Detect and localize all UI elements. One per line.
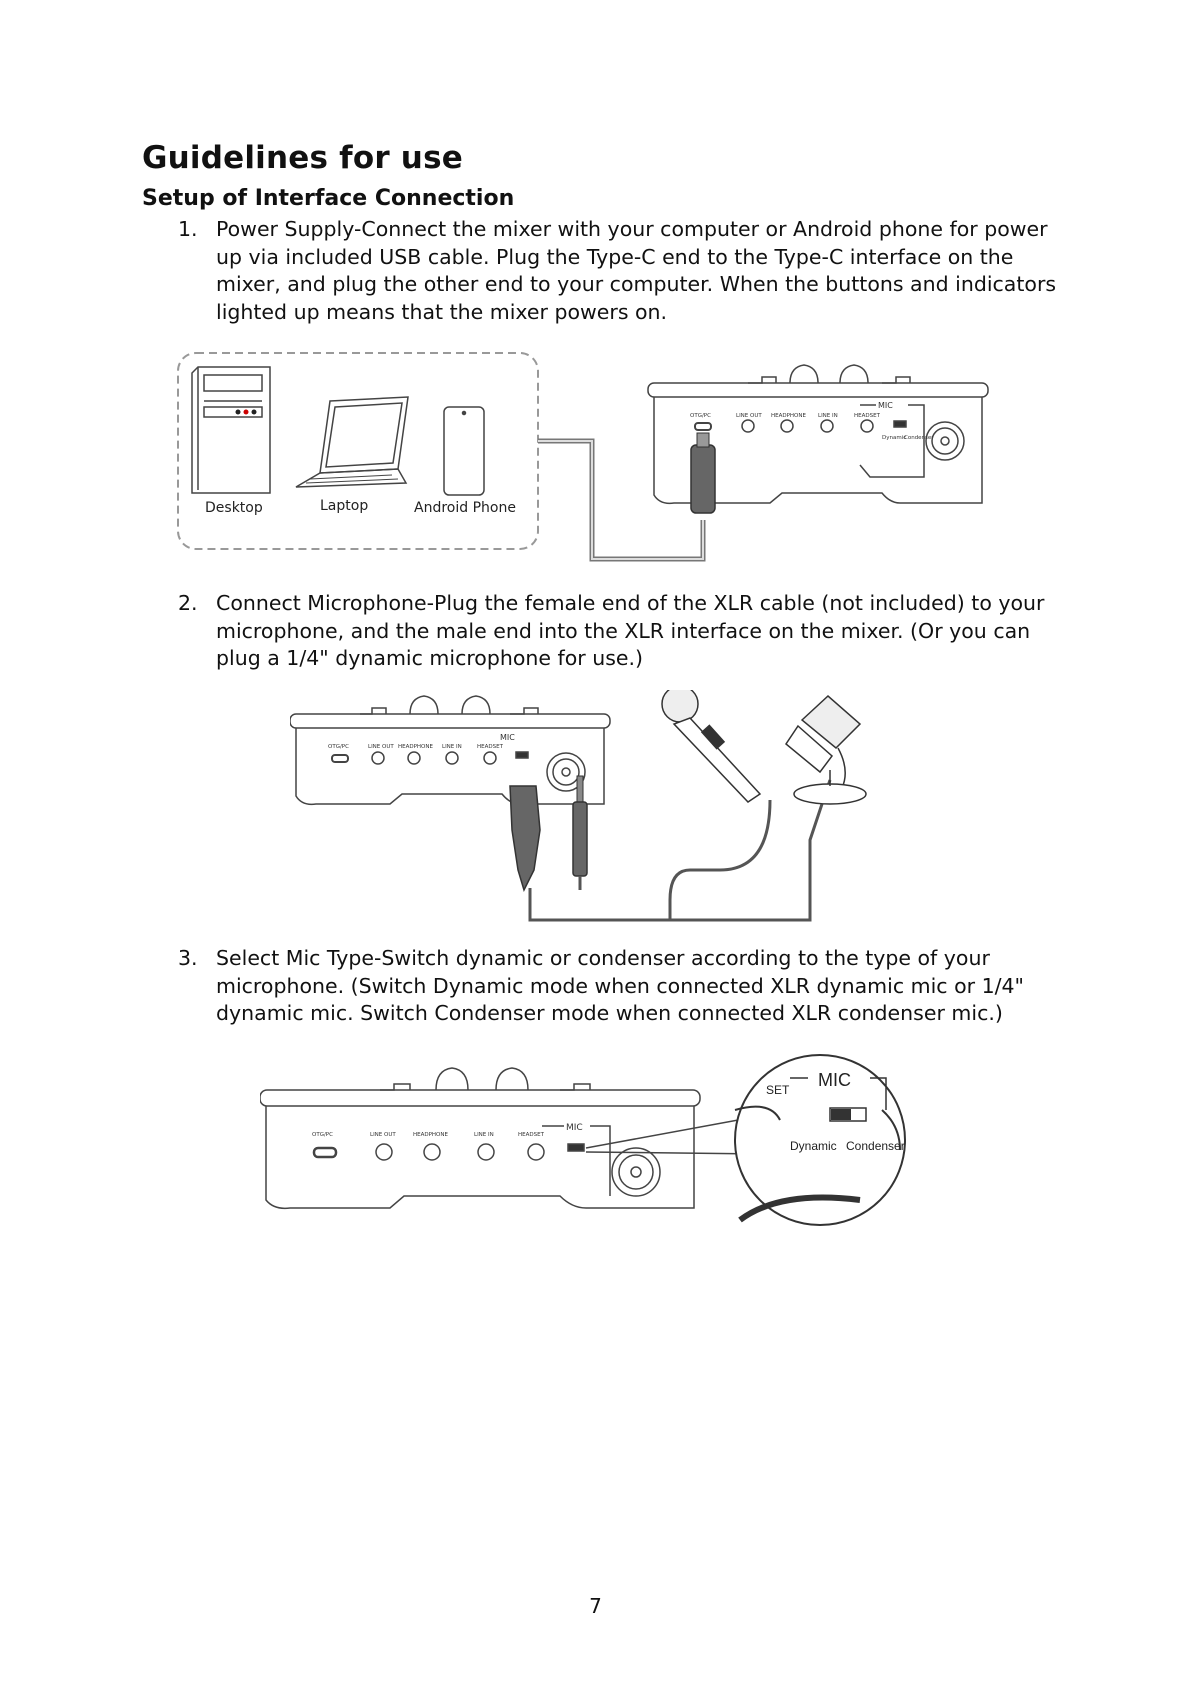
step-2 bbox=[172, 590, 1062, 673]
page-number: 7 bbox=[589, 1594, 602, 1618]
panel3-linein-label: LINE IN bbox=[474, 1132, 494, 1138]
panel2-headset-label: HEADSET bbox=[477, 744, 503, 750]
section-title: Setup of Interface Connection bbox=[142, 186, 515, 211]
step-1-text: Power Supply-Connect the mixer with your computer or Android phone for power up via included USB cable. Plug the Type-C end to the Type-C interface on the mixer, and plug the other end to your computer. When the buttons and indicators lighted up means that the mixer powers on. bbox=[216, 217, 1057, 324]
panel-mic-label: MIC bbox=[878, 401, 893, 410]
panel3-lineout-label: LINE OUT bbox=[370, 1132, 396, 1138]
panel2-mic-label: MIC bbox=[500, 733, 515, 742]
panel3-headphone-label: HEADPHONE bbox=[413, 1132, 448, 1138]
panel3-mic-label: MIC bbox=[566, 1123, 583, 1133]
panel-dynamic-label: Dynamic bbox=[882, 435, 907, 441]
laptop-label: Laptop bbox=[320, 498, 369, 514]
figure-microphone-connection bbox=[290, 690, 910, 930]
usb-cable bbox=[538, 441, 703, 559]
step-2-number: 2. bbox=[178, 591, 198, 615]
phone-icon bbox=[444, 407, 484, 495]
panel-lineout-label: LINE OUT bbox=[736, 413, 762, 419]
usb-plug bbox=[691, 445, 715, 513]
panel3-otg-label: OTG/PC bbox=[312, 1132, 333, 1138]
panel2-otg-label: OTG/PC bbox=[328, 744, 349, 750]
step-1-number: 1. bbox=[178, 217, 198, 241]
panel2-lineout-label: LINE OUT bbox=[368, 744, 394, 750]
desktop-label: Desktop bbox=[205, 500, 263, 516]
panel3-headset-label: HEADSET bbox=[518, 1132, 544, 1138]
panel-condenser-label: Condenser bbox=[904, 435, 934, 441]
figure-power-connection bbox=[170, 345, 1040, 565]
zoom-dynamic-label: Dynamic bbox=[790, 1139, 837, 1153]
panel2-headphone-label: HEADPHONE bbox=[398, 744, 433, 750]
dynamic-microphone-icon bbox=[662, 690, 760, 802]
panel2-linein-label: LINE IN bbox=[442, 744, 462, 750]
step-3-number: 3. bbox=[178, 946, 198, 970]
step-1 bbox=[172, 216, 1062, 326]
page-title: Guidelines for use bbox=[142, 140, 463, 176]
step-3-text: Select Mic Type-Switch dynamic or condenser according to the type of your microphone. (Switch Dynamic mode when connected XLR dynamic mic or 1/4" dynamic mic. Switch Condenser mode when connected XLR condenser mic.) bbox=[216, 946, 1024, 1025]
phone-label: Android Phone bbox=[414, 500, 516, 516]
step-3 bbox=[172, 945, 1062, 1028]
mic-cable bbox=[580, 800, 770, 920]
step-2-text: Connect Microphone-Plug the female end of the XLR cable (not included) to your microphone, and the male end into the XLR interface on the mixer. (Or you can plug a 1/4" dynamic microphone for use.) bbox=[216, 591, 1045, 670]
zoom-set-label: SET bbox=[766, 1083, 790, 1097]
panel-otg-label: OTG/PC bbox=[690, 413, 711, 419]
mixer-device bbox=[290, 696, 610, 804]
panel-headphone-label: HEADPHONE bbox=[771, 413, 806, 419]
condenser-microphone-icon bbox=[786, 696, 866, 804]
panel-headset-label: HEADSET bbox=[854, 413, 880, 419]
zoom-condenser-label: Condenser bbox=[846, 1139, 905, 1153]
desktop-icon bbox=[192, 367, 270, 493]
laptop-icon bbox=[296, 397, 408, 487]
zoom-mic-label: MIC bbox=[818, 1070, 851, 1090]
xlr-plug bbox=[510, 786, 540, 890]
panel-linein-label: LINE IN bbox=[818, 413, 838, 419]
figure-mic-switch bbox=[260, 1050, 940, 1230]
mixer-device bbox=[260, 1068, 766, 1208]
quarter-inch-jack bbox=[573, 802, 587, 876]
